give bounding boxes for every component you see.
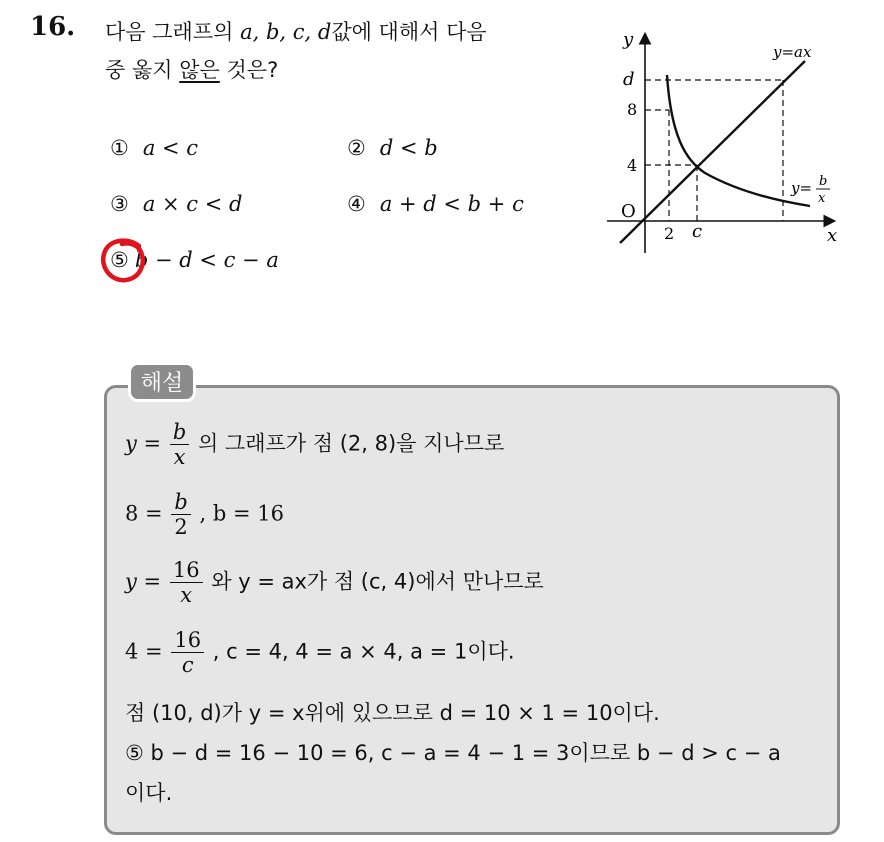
sol-l4-lhs: 4 =	[125, 639, 163, 664]
x-axis-label: x	[827, 225, 838, 246]
sol-l1-fraction	[170, 420, 189, 469]
choice-2[interactable]	[347, 136, 438, 160]
question-text-suffix: 값에 대해서 다음	[331, 20, 487, 44]
choice-4-expr: a + d < b + c	[379, 192, 524, 216]
choice-1[interactable]	[110, 136, 198, 160]
answer-mark-icon	[98, 236, 150, 286]
solution-tag: 해설	[128, 362, 196, 402]
sol-l2-rest: , b = 16	[199, 501, 284, 526]
graph-figure	[605, 25, 845, 257]
sol-l2-lhs: 8 =	[125, 501, 163, 526]
choice-2-number: ②	[347, 136, 366, 160]
question-number: 16.	[30, 12, 76, 42]
sol-l4-num: 16	[171, 628, 204, 653]
sol-l1-text: 의 그래프가 점 (2, 8)을 지나므로	[197, 431, 505, 456]
origin-label: O	[621, 201, 636, 222]
solution-line-6: ⑤ b − d = 16 − 10 = 6, c − a = 4 − 1 = 3이므로 b − d > c − a	[125, 741, 781, 765]
solution-line-2	[125, 490, 284, 539]
line-label: y=ax	[773, 43, 812, 61]
choice-1-expr: a < c	[142, 136, 199, 160]
sol-l2-fraction	[171, 490, 190, 539]
sol-l3-den: x	[180, 583, 193, 607]
tick-8: 8	[627, 100, 638, 119]
choice-4[interactable]	[347, 192, 524, 216]
choice-1-number: ①	[110, 136, 129, 160]
sol-l1-lhs: y =	[125, 431, 162, 456]
sol-l3-num: 16	[170, 558, 203, 583]
tick-2: 2	[664, 224, 675, 243]
question-variables: a, b, c, d	[240, 20, 332, 44]
sol-l3-text: 와 y = ax가 점 (c, 4)에서 만나므로	[211, 569, 544, 594]
curve-label-num: b	[819, 174, 828, 189]
sol-l4-rest: , c = 4, 4 = a × 4, a = 1이다.	[212, 639, 515, 664]
question-text-pre: 중 옳지	[105, 58, 173, 82]
choice-2-expr: d < b	[379, 136, 438, 160]
sol-l4-den: c	[181, 653, 194, 677]
sol-l3-lhs: y =	[125, 569, 162, 594]
question-line-1	[105, 16, 487, 46]
solution-line-4	[125, 628, 515, 677]
sol-l1-num: b	[170, 420, 189, 445]
choice-3[interactable]	[110, 192, 242, 216]
curve-label-den: x	[818, 191, 826, 206]
curve-y-b-over-x	[667, 75, 813, 206]
y-axis-label: y	[623, 29, 634, 50]
choice-5-number: ⑤	[110, 248, 129, 272]
question-text-prefix: 다음 그래프의	[105, 20, 234, 44]
sol-l1-den: x	[173, 445, 186, 469]
question-text-post: 것은?	[226, 58, 279, 82]
sol-l2-num: b	[171, 490, 190, 515]
solution-line-1	[125, 420, 504, 469]
tick-c: c	[692, 221, 703, 242]
question-line-2	[105, 54, 278, 84]
sol-l2-den: 2	[174, 515, 188, 539]
curve-label-left: y=	[791, 179, 813, 197]
solution-line-3	[125, 558, 544, 607]
choice-4-number: ④	[347, 192, 366, 216]
solution-line-7: 이다.	[125, 781, 173, 805]
tick-4: 4	[627, 156, 638, 175]
choice-5-expr: b − d < c − a	[134, 248, 279, 272]
choice-3-expr: a × c < d	[142, 192, 243, 216]
sol-l4-fraction	[171, 628, 204, 677]
choice-3-number: ③	[110, 192, 129, 216]
tick-d: d	[623, 69, 635, 90]
line-y-ax	[620, 61, 805, 243]
sol-l3-fraction	[170, 558, 203, 607]
question-emphasis-not: 않은	[179, 58, 220, 82]
solution-line-5: 점 (10, d)가 y = x위에 있으므로 d = 10 × 1 = 10이다.	[125, 701, 660, 725]
